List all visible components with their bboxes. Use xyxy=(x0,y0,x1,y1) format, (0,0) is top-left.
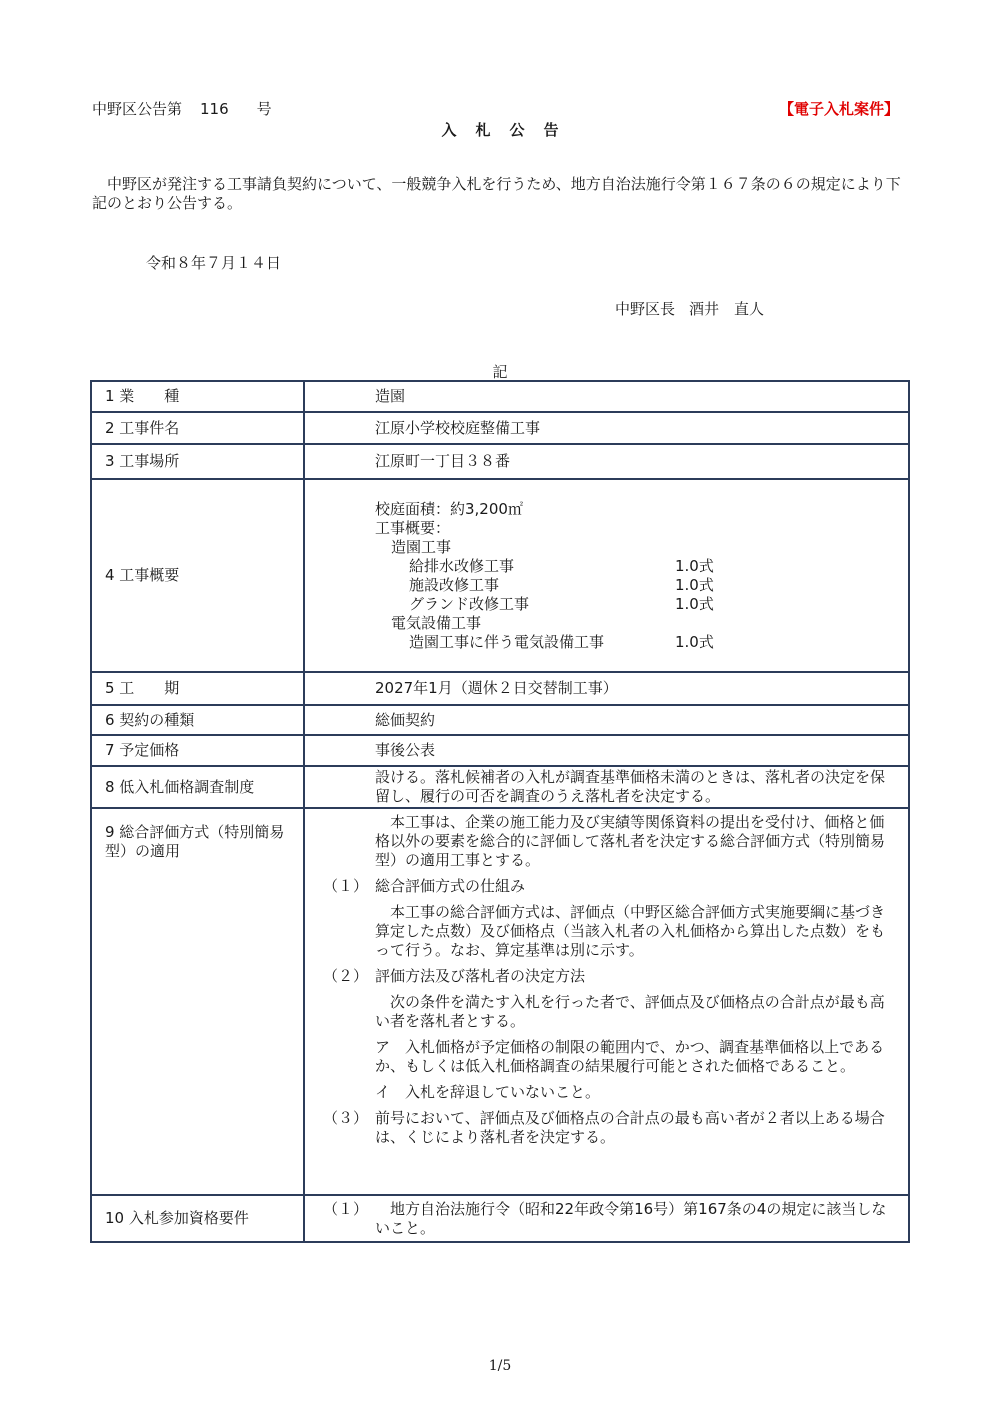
work-item-qty: 1.0式 xyxy=(675,632,714,651)
condition-i: イ 入札を辞退していないこと。 xyxy=(375,1083,601,1101)
table-row xyxy=(91,412,909,444)
notice-table xyxy=(90,380,910,1243)
table-row xyxy=(91,672,909,705)
overview-cell xyxy=(304,479,909,672)
row-label: 9 総合評価方式（特別簡易型）の適用 xyxy=(91,808,304,1195)
qualification-cell xyxy=(304,1195,909,1242)
qualification-item xyxy=(323,1200,894,1238)
notice-number-value: 116 xyxy=(200,100,229,118)
section-body: 前号において、評価点及び価格点の合計点の最も高い者が２者以上ある場合は、くじにより落札者を決定する。 xyxy=(375,1109,885,1146)
intro-paragraph: 中野区が発注する工事請負契約について、一般競争入札を行うため、地方自治法施行令第１６７条の６の規定により下記のとおり公告する。 xyxy=(92,175,901,212)
signer-name: 酒井 直人 xyxy=(689,300,765,318)
section-body: 地方自治法施行令（昭和22年政令第16号）第167条の4の規定に該当しないこと。 xyxy=(375,1200,887,1237)
row-value: 江原町一丁目３８番 xyxy=(304,444,909,479)
section-body: 次の条件を満たす入札を行った者で、評価点及び価格点の合計点が最も高い者を落札者とする。 xyxy=(375,993,885,1030)
table-row xyxy=(91,766,909,808)
row-label: 10 入札参加資格要件 xyxy=(91,1195,304,1242)
row-label: 4 工事概要 xyxy=(91,479,304,672)
work-category: 造園工事 xyxy=(391,537,452,556)
work-item-qty: 1.0式 xyxy=(675,575,714,594)
work-item-name: 造園工事に伴う電気設備工事 xyxy=(409,632,605,651)
evaluation-intro: 本工事は、企業の施工能力及び実績等関係資料の提出を受付け、価格と価格以外の要素を総合的に評価して落札者を決定する総合評価方式（特別簡易型）の適用工事とする。 xyxy=(375,813,886,869)
electronic-bid-tag: 【電子入札案件】 xyxy=(778,100,899,118)
work-item-qty: 1.0式 xyxy=(675,594,714,613)
ki-heading: 記 xyxy=(492,363,508,381)
page-title: 入札公告 xyxy=(441,121,578,139)
row-label: 3 工事場所 xyxy=(91,444,304,479)
signer-title: 中野区長 xyxy=(615,300,676,318)
row-label: 8 低入札価格調査制度 xyxy=(91,766,304,808)
row-label: 2 工事件名 xyxy=(91,412,304,444)
section-heading xyxy=(323,967,894,986)
notice-prefix: 中野区公告第 xyxy=(92,100,183,118)
section-mark: （３） xyxy=(323,1109,369,1127)
work-item-name: 施設改修工事 xyxy=(409,575,500,594)
work-item xyxy=(375,557,894,576)
table-row xyxy=(91,808,909,1195)
condition-a: ア 入札価格が予定価格の制限の範囲内で、かつ、調査基準価格以上であるか、もしくは低入札価格調査の結果履行可能とされた価格であること。 xyxy=(375,1038,885,1075)
overview-label: 工事概要： xyxy=(375,518,451,537)
notice-suffix: 号 xyxy=(256,100,272,118)
work-item-name: グランド改修工事 xyxy=(409,594,530,613)
row-value: 江原小学校校庭整備工事 xyxy=(304,412,909,444)
row-value: 事後公表 xyxy=(304,735,909,766)
row-label: 7 予定価格 xyxy=(91,735,304,766)
row-value: 総価契約 xyxy=(304,705,909,735)
section-mark: （１） xyxy=(323,877,369,895)
work-item xyxy=(375,595,894,614)
work-item xyxy=(375,633,894,652)
row-value: 2027年1月（週休２日交替制工事） xyxy=(304,672,909,705)
section-heading xyxy=(323,877,894,896)
table-row xyxy=(91,1195,909,1242)
table-row xyxy=(91,705,909,735)
row-value: 造園 xyxy=(304,381,909,412)
evaluation-cell xyxy=(304,808,909,1195)
table-row xyxy=(91,381,909,412)
row-label: 5 工 期 xyxy=(91,672,304,705)
site-area: 校庭面積：約3,200㎡ xyxy=(375,499,523,518)
section-title: 評価方法及び落札者の決定方法 xyxy=(375,967,586,985)
page-number: 1/5 xyxy=(488,1358,512,1374)
work-item-qty: 1.0式 xyxy=(675,556,714,575)
section-3 xyxy=(323,1109,894,1147)
table-row xyxy=(91,735,909,766)
row-value: 設ける。落札候補者の入札が調査基準価格未満のときは、落札者の決定を保留し、履行の可否を調査のうえ落札者を決定する。 xyxy=(304,766,909,808)
signer xyxy=(615,298,764,319)
section-title: 総合評価方式の仕組み xyxy=(375,877,526,895)
work-category: 電気設備工事 xyxy=(391,613,482,632)
section-body: 本工事の総合評価方式は、評価点（中野区総合評価方式実施要綱に基づき算定した点数）及び価格点（当該入札者の入札価格から算出した点数）をもって行う。なお、算定基準は別に示す。 xyxy=(375,903,886,959)
notice-number xyxy=(92,98,272,119)
table-row xyxy=(91,479,909,672)
notice-date: 令和８年７月１４日 xyxy=(146,254,282,272)
table-row xyxy=(91,444,909,479)
work-item xyxy=(375,576,894,595)
section-mark: （２） xyxy=(323,967,369,985)
work-item-name: 給排水改修工事 xyxy=(409,556,515,575)
row-label: 1 業 種 xyxy=(91,381,304,412)
section-mark: （１） xyxy=(323,1200,369,1218)
row-label: 6 契約の種類 xyxy=(91,705,304,735)
